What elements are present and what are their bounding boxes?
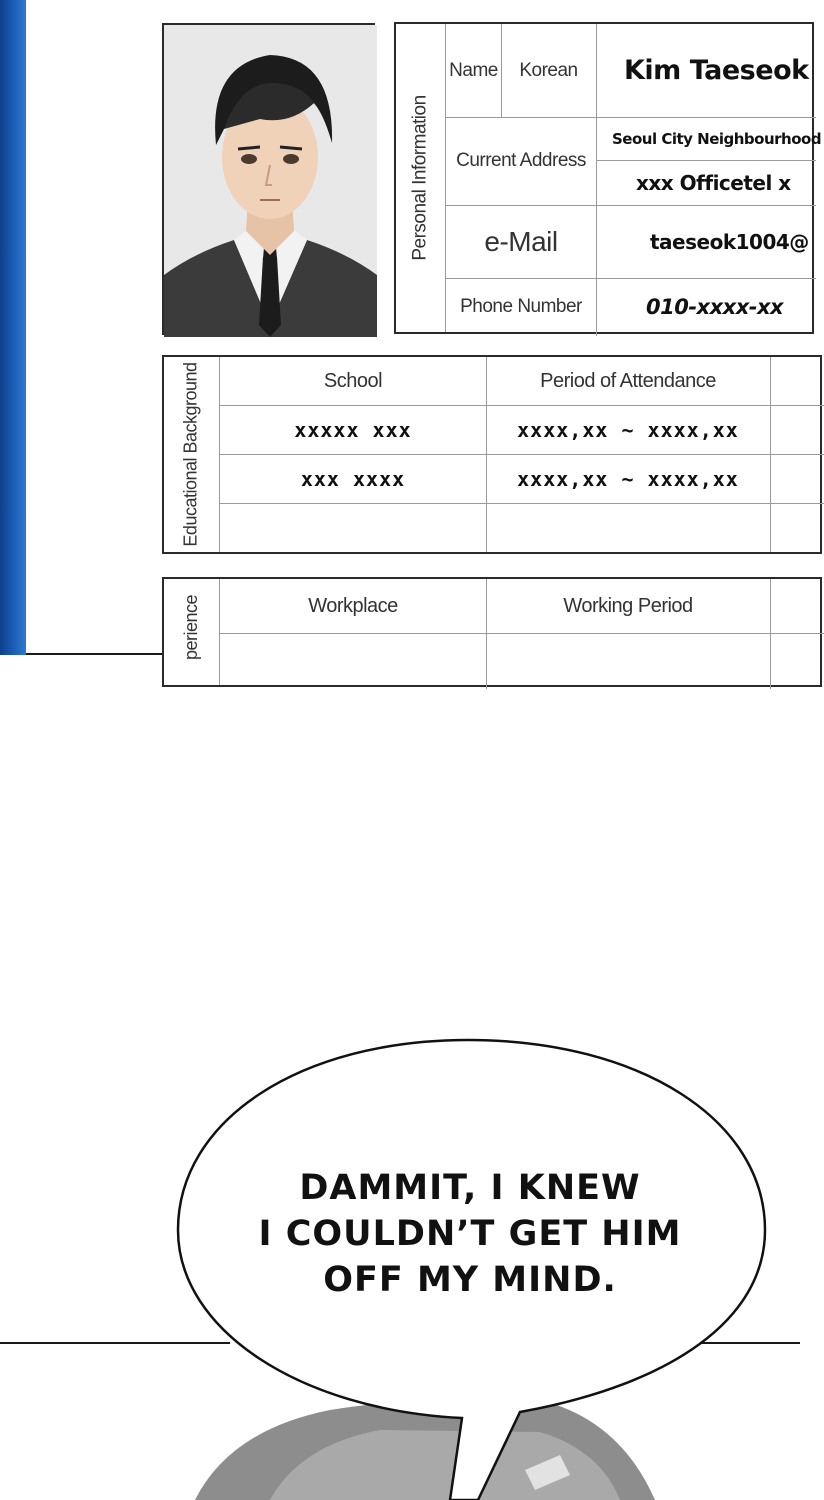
experience-side-label: perience [164, 579, 220, 685]
address-line-2: xxx Officetel x [636, 170, 791, 195]
korean-label: Korean [519, 59, 578, 81]
education-side-label: Educational Background [164, 357, 220, 552]
working-period-header: Working Period [563, 594, 693, 617]
phone-label: Phone Number [460, 296, 582, 317]
name-value: Kim Taeseok [624, 55, 809, 86]
email-label: e-Mail [484, 225, 558, 257]
education-period-cell: xxxx,xx ~ xxxx,xx [517, 466, 739, 491]
email-value: taeseok1004@ [650, 229, 809, 254]
bubble-line: OFF MY MIND. [323, 1260, 617, 1300]
workplace-header: Workplace [308, 594, 398, 617]
bubble-line: I COULDN’T GET HIM [258, 1214, 682, 1254]
school-header: School [323, 369, 383, 392]
phone-value: 010-xxxx-xx [646, 295, 784, 319]
address-label: Current Address [456, 150, 586, 171]
education-school-cell: xxxxx xxx [294, 417, 412, 442]
personal-info-side-label: Personal Information [396, 24, 446, 332]
education-school-cell: xxx xxxx [300, 466, 406, 491]
address-line-1: Seoul City Neighbourhood [612, 129, 822, 148]
period-header: Period of Attendance [540, 369, 716, 392]
name-label: Name [449, 59, 498, 81]
bubble-line: DAMMIT, I KNEW [299, 1168, 641, 1208]
speech-bubble-text [250, 1165, 690, 1303]
education-period-cell: xxxx,xx ~ xxxx,xx [517, 417, 739, 442]
